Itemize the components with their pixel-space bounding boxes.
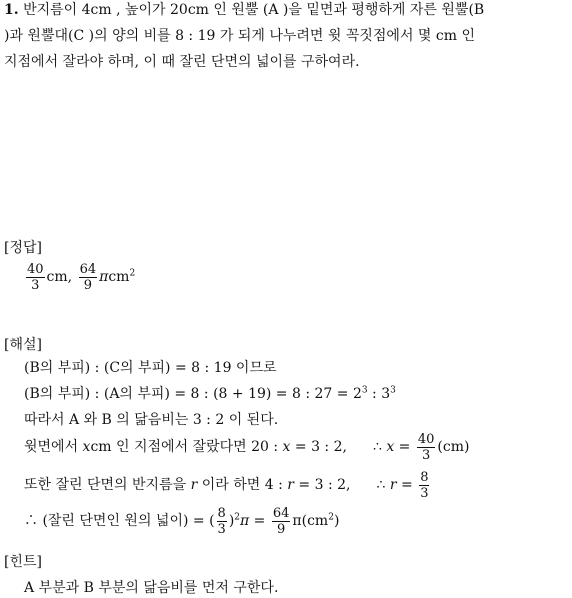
question-number: 1. (4, 2, 19, 18)
variable-x: x (386, 439, 395, 455)
line6-unit: π(cm (292, 513, 329, 529)
fraction-denominator: 3 (217, 521, 226, 537)
question-text-3: 지점에서 잘라야 하며, 이 때 잘린 단면의 넓이를 구하여라. (4, 54, 360, 70)
variable-r: r (389, 477, 397, 493)
explanation-heading: [해설] (4, 337, 42, 353)
fraction-denominator: 9 (83, 277, 92, 293)
fraction-numerator: 40 (417, 431, 435, 447)
line2-mid: : 3 (367, 386, 391, 402)
fraction-denominator: 9 (277, 521, 286, 537)
exponent: 2 (129, 268, 136, 279)
therefore-symbol: ∴ (24, 513, 38, 529)
therefore-symbol: ∴ (372, 439, 382, 455)
line4-mid: cm 인 지점에서 잘랐다면 20 : (90, 439, 283, 455)
explanation-line-6 (24, 502, 339, 540)
equals: = (394, 439, 415, 455)
line4-ratio: = 3 : 2, (290, 439, 347, 455)
line5-ratio: = 3 : 2, (293, 477, 351, 493)
fraction-area-result (272, 506, 291, 537)
explanation-line-3: 따라서 A 와 B 의 닮음비는 3 : 2 이 된다. (24, 412, 279, 428)
fraction-numerator: 40 (27, 261, 44, 277)
question-text-2: )과 원뿔대(C )의 양의 비를 8 : 19 가 되게 나누려면 윗 꼭짓점에서 몇 cm 인 (4, 28, 475, 44)
explanation-line-2 (24, 384, 396, 404)
answer-heading: [정답] (4, 240, 42, 256)
answer-fraction-area (79, 262, 98, 293)
line4-pre: 윗면에서 (24, 439, 83, 455)
fraction-r-value (419, 470, 429, 501)
line2-main: (B의 부피) : (A의 부피) = 8 : (8 + 19) = 8 : 27 = 2 (24, 386, 362, 402)
fraction-numerator: 8 (217, 505, 226, 521)
fraction-area-ratio (217, 506, 227, 537)
exponent: 3 (390, 385, 396, 396)
paren-close: ) (228, 513, 235, 529)
question-line-1 (4, 0, 484, 20)
line6-unit-close: ) (333, 513, 340, 529)
line6-pre: (잘린 단면인 원의 넓이) = ( (38, 513, 215, 529)
exponent: 2 (234, 512, 241, 523)
explanation-line-4 (24, 428, 469, 466)
exponent: 2 (328, 512, 334, 523)
fraction-denominator: 3 (31, 277, 40, 293)
hint-heading: [힌트] (4, 554, 42, 570)
fraction-numerator: 64 (79, 261, 97, 277)
fraction-numerator: 64 (272, 505, 290, 521)
line5-mid: 이라 하면 4 : (197, 477, 288, 493)
line4-unit: (cm) (437, 439, 470, 455)
fraction-denominator: 3 (422, 447, 431, 463)
fraction-x-value (417, 432, 436, 463)
variable-x: x (82, 439, 91, 455)
hint-line-1: A 부분과 B 부분의 닮음비를 먼저 구한다. (24, 580, 279, 596)
pi-equals: π = (240, 513, 270, 529)
answer-unit-cm: cm, (46, 269, 73, 285)
variable-r: r (287, 477, 294, 493)
line5-pre: 또한 잘린 단면의 반지름을 (24, 477, 191, 493)
answer-content (24, 257, 135, 297)
explanation-line-5 (24, 466, 431, 504)
answer-unit-cm2: cm (108, 269, 130, 285)
equals: = (396, 477, 418, 493)
therefore-symbol: ∴ (376, 477, 386, 493)
fraction-numerator: 8 (420, 469, 429, 485)
fraction-denominator: 3 (420, 485, 429, 501)
question-text-1: 반지름이 4cm , 높이가 20cm 인 원뿔 (A )을 밑면과 평행하게 자른 원뿔(B (23, 2, 485, 18)
pi-symbol: π (99, 269, 109, 285)
variable-r: r (190, 477, 198, 493)
variable-x: x (282, 439, 291, 455)
answer-fraction-length (26, 262, 45, 293)
explanation-line-1: (B의 부피) : (C의 부피) = 8 : 19 이므로 (24, 360, 277, 376)
exponent: 3 (361, 385, 368, 396)
